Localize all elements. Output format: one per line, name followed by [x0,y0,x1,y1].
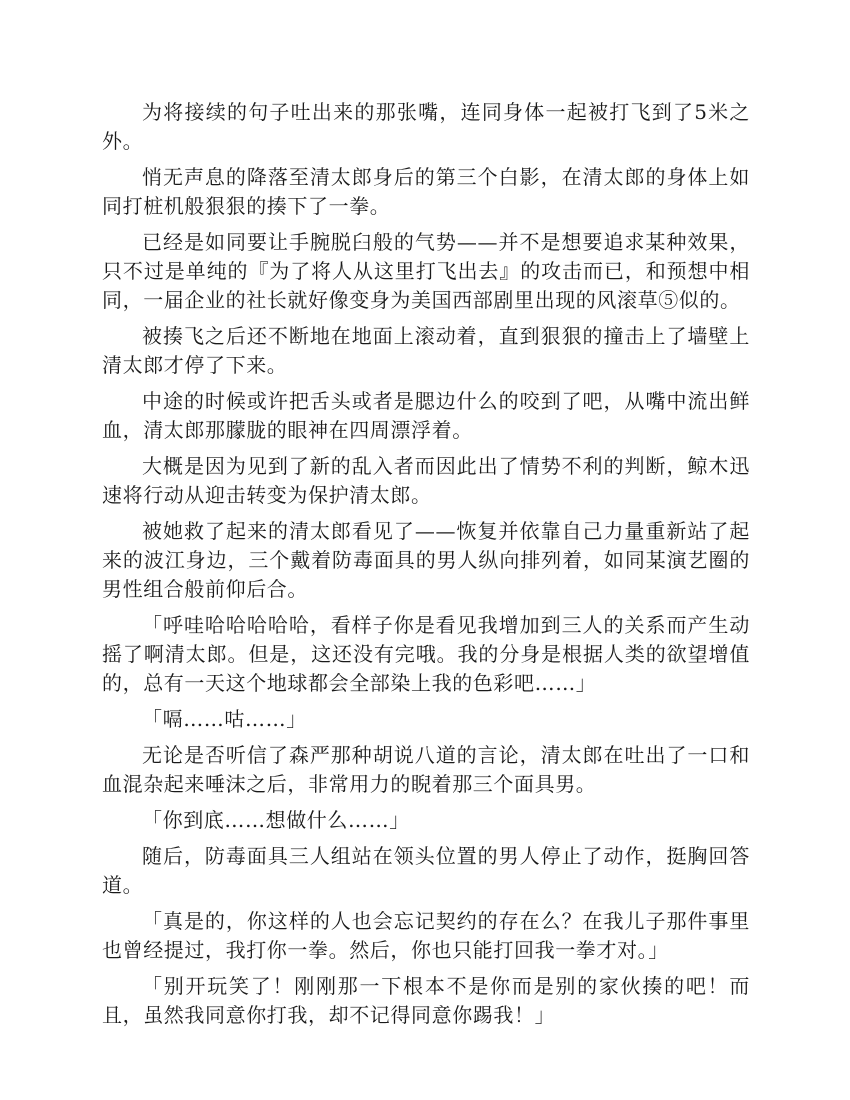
dialogue-paragraph: 「真是的，你这样的人也会忘记契约的存在么？在我儿子那件事里也曾经提过，我打你一拳。然后，你也只能打回我一拳才对。」 [102,909,750,962]
document-page [102,98,750,1037]
paragraph: 无论是否听信了森严那种胡说八道的言论，清太郎在吐出了一口和血混杂起来唾沫之后，非常用力的睨着那三个面具男。 [102,743,750,796]
paragraph: 悄无声息的降落至清太郎身后的第三个白影，在清太郎的身体上如同打桩机般狠狠的揍下了一拳。 [102,165,750,218]
paragraph: 大概是因为见到了新的乱入者而因此出了情势不利的判断，鲸木迅速将行动从迎击转变为保护清太郎。 [102,454,750,507]
paragraph: 随后，防毒面具三人组站在领头位置的男人停止了动作，挺胸回答道。 [102,844,750,897]
paragraph: 中途的时候或许把舌头或者是腮边什么的咬到了吧，从嘴中流出鲜血，清太郎那朦胧的眼神在四周漂浮着。 [102,389,750,442]
dialogue-paragraph: 「你到底……想做什么……」 [142,808,410,832]
paragraph: 被她救了起来的清太郎看见了——恢复并依靠自己力量重新站了起来的波江身边，三个戴着防毒面具的男人纵向排列着，如同某演艺圈的男性组合般前仰后合。 [102,519,750,601]
dialogue-paragraph: 「呼哇哈哈哈哈哈，看样子你是看见我增加到三人的关系而产生动摇了啊清太郎。但是，这还没有完哦。我的分身是根据人类的欲望增值的，总有一天这个地球都会全部染上我的色彩吧……」 [102,613,750,695]
dialogue-paragraph: 「别开玩笑了！刚刚那一下根本不是你而是别的家伙揍的吧！而且，虽然我同意你打我，却不记得同意你踢我！」 [102,974,750,1027]
dialogue-paragraph: 「嗝……咕……」 [142,707,307,731]
paragraph: 被揍飞之后还不断地在地面上滚动着，直到狠狠的撞击上了墙壁上清太郎才停了下来。 [102,324,750,377]
paragraph: 为将接续的句子吐出来的那张嘴，连同身体一起被打飞到了5米之外。 [102,100,750,153]
paragraph: 已经是如同要让手腕脱臼般的气势——并不是想要追求某种效果，只不过是单纯的『为了将人从这里打飞出去』的攻击而已，和预想中相同，一届企业的社长就好像变身为美国西部剧里出现的风滚草⑤似的。 [102,230,750,312]
